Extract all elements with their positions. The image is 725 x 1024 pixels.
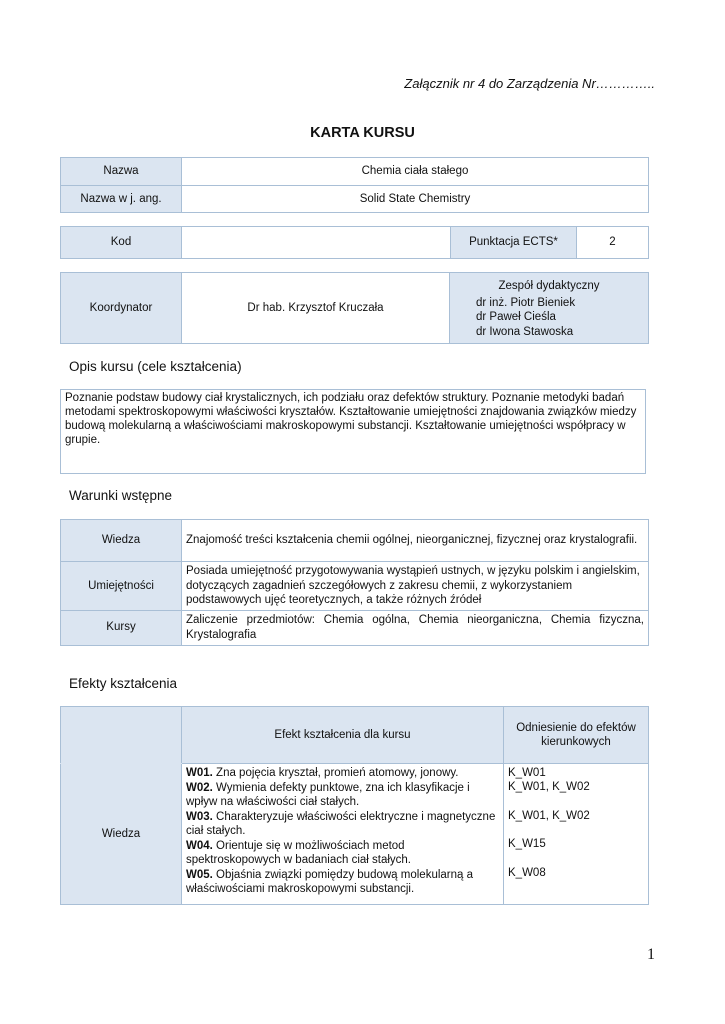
outcomes-table xyxy=(60,706,649,905)
description-heading: Opis kursu (cele kształcenia) xyxy=(69,359,242,374)
ref-item: K_W08 xyxy=(508,867,546,880)
effects-cell xyxy=(182,764,504,905)
coordinator-label: Koordynator xyxy=(61,273,182,344)
document-title: KARTA KURSU xyxy=(310,125,415,141)
outcomes-corner xyxy=(61,707,182,764)
prereq-courses-label: Kursy xyxy=(61,610,182,645)
ref-item: K_W01, K_W02 xyxy=(508,809,590,822)
coordinator-table xyxy=(60,272,649,344)
ref-item xyxy=(508,852,644,866)
ref-item: K_W01 xyxy=(508,767,546,779)
team-title: Zespół dydaktyczny xyxy=(498,280,600,292)
name-en-label: Nazwa w j. ang. xyxy=(61,186,182,213)
prereq-skills-label: Umiejętności xyxy=(61,562,182,611)
ref-item xyxy=(508,823,644,837)
team-member: dr Iwona Stawoska xyxy=(476,325,574,338)
page-number: 1 xyxy=(647,946,655,963)
prerequisites-table xyxy=(60,519,649,646)
description-text: Poznanie podstaw budowy ciał krystalicznych, ich podziału oraz defektów struktury. Poznanie metodyki badań metodami spektroskopowymi właściwości kryształów. Kształtowanie umiejętności znajdowania związków miedzy budową molekularną a właściwościami makroskopowymi substancji. Kształtowanie umiejętności współpracy w grupie. xyxy=(60,389,646,474)
prereq-knowledge-text: Znajomość treści kształcenia chemii ogólnej, nieorganicznej, fizycznej oraz krystalografii. xyxy=(182,520,649,562)
refs-cell xyxy=(504,764,649,905)
name-value: Chemia ciała stałego xyxy=(182,158,649,186)
team-member: dr Paweł Cieśla xyxy=(476,311,556,323)
name-en-value: Solid State Chemistry xyxy=(182,186,649,213)
ref-item: K_W15 xyxy=(508,838,546,851)
prereq-knowledge-label: Wiedza xyxy=(61,520,182,562)
col-effect-header: Efekt kształcenia dla kursu xyxy=(182,707,504,764)
course-name-table xyxy=(60,157,649,213)
prerequisites-heading: Warunki wstępne xyxy=(69,488,173,503)
name-label: Nazwa xyxy=(61,158,182,186)
effect-item: W02. Wymienia defekty punktowe, zna ich klasyfikacje i wpływ na właściwości ciał stałych. xyxy=(186,781,470,808)
ref-item xyxy=(508,795,644,809)
ects-value: 2 xyxy=(577,227,649,259)
prereq-courses-text: Zaliczenie przedmiotów: Chemia ogólna, Chemia nieorganiczna, Chemia fizyczna, Krystalografia xyxy=(182,610,649,645)
coordinator-value: Dr hab. Krzysztof Kruczała xyxy=(182,273,450,344)
effect-item: W04. Orientuje się w możliwościach metod spektroskopowych w badaniach ciał stałych. xyxy=(186,839,412,866)
col-ref-header: Odniesienie do efektów kierunkowych xyxy=(504,707,649,764)
code-table xyxy=(60,226,649,259)
teaching-team xyxy=(450,273,649,344)
code-label: Kod xyxy=(61,227,182,259)
outcomes-row-label: Wiedza xyxy=(61,764,182,905)
outcomes-heading: Efekty kształcenia xyxy=(69,676,178,691)
prereq-skills-text: Posiada umiejętność przygotowywania wystąpień ustnych, w języku polskim i angielskim, dotyczących zagadnień szczegółowych z zakresu chemii, z wykorzystaniem podstawowych ujęć teoretycznych, a także różnych źródeł xyxy=(182,562,649,611)
effect-item: W01. Zna pojęcia kryształ, promień atomowy, jonowy. xyxy=(186,767,459,779)
attachment-note: Załącznik nr 4 do Zarządzenia Nr………….. xyxy=(404,76,655,91)
ects-label: Punktacja ECTS* xyxy=(451,227,577,259)
ref-item: K_W01, K_W02 xyxy=(508,781,590,794)
effect-item: W05. Objaśnia związki pomiędzy budową molekularną a właściwościami makroskopowymi substancji. xyxy=(186,868,474,895)
code-value xyxy=(182,227,451,259)
effect-item: W03. Charakteryzuje właściwości elektryczne i magnetyczne ciał stałych. xyxy=(186,810,496,837)
team-member: dr inż. Piotr Bieniek xyxy=(476,296,576,309)
